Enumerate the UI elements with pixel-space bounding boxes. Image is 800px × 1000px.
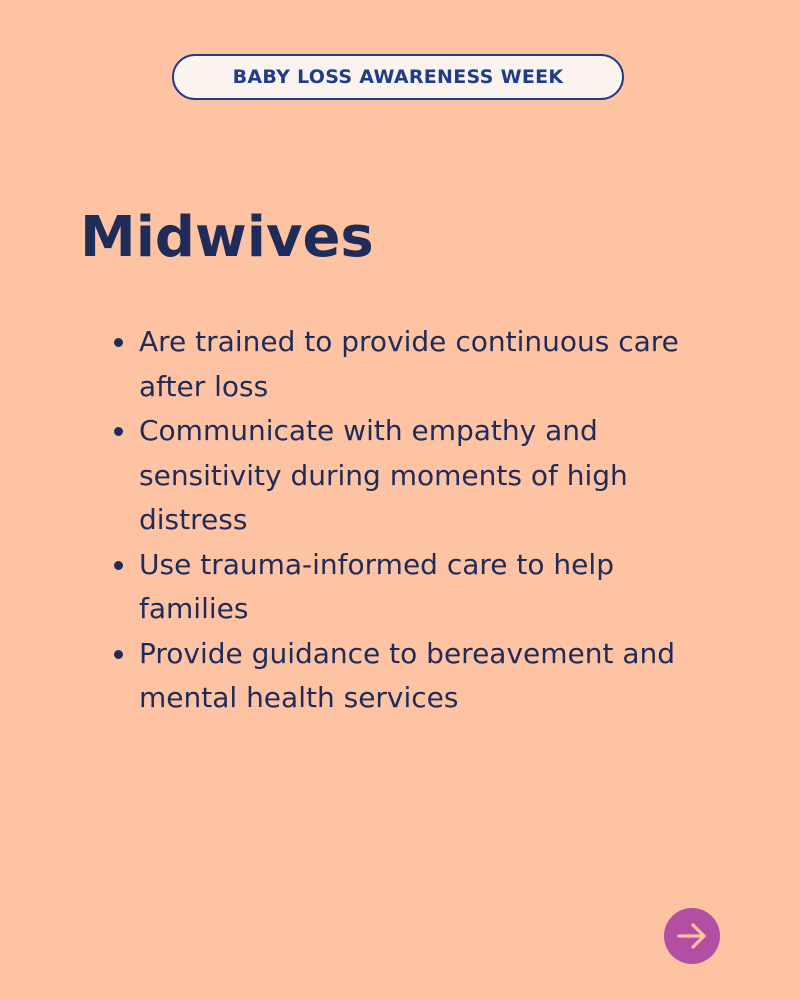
bullet-text: Use trauma-informed care to help families [139,547,614,625]
bullet-item [110,632,710,721]
page-title: Midwives [80,205,374,270]
bullet-dot [114,561,123,570]
bullet-text: Communicate with empathy and sensitivity during moments of high distress [139,414,628,536]
bullet-text: Are trained to provide continuous care after loss [139,325,679,403]
bullet-list [110,320,710,721]
awareness-week-badge [172,54,624,100]
arrow-right-icon [675,919,709,953]
bullet-item [110,543,710,632]
bullet-dot [114,427,123,436]
bullet-text: Provide guidance to bereavement and mental health services [139,636,676,714]
bullet-item [110,320,710,409]
bullet-dot [114,650,123,659]
bullet-dot [114,338,123,347]
badge-label: BABY LOSS AWARENESS WEEK [232,66,564,88]
next-button[interactable] [664,908,720,964]
bullet-item [110,409,710,543]
